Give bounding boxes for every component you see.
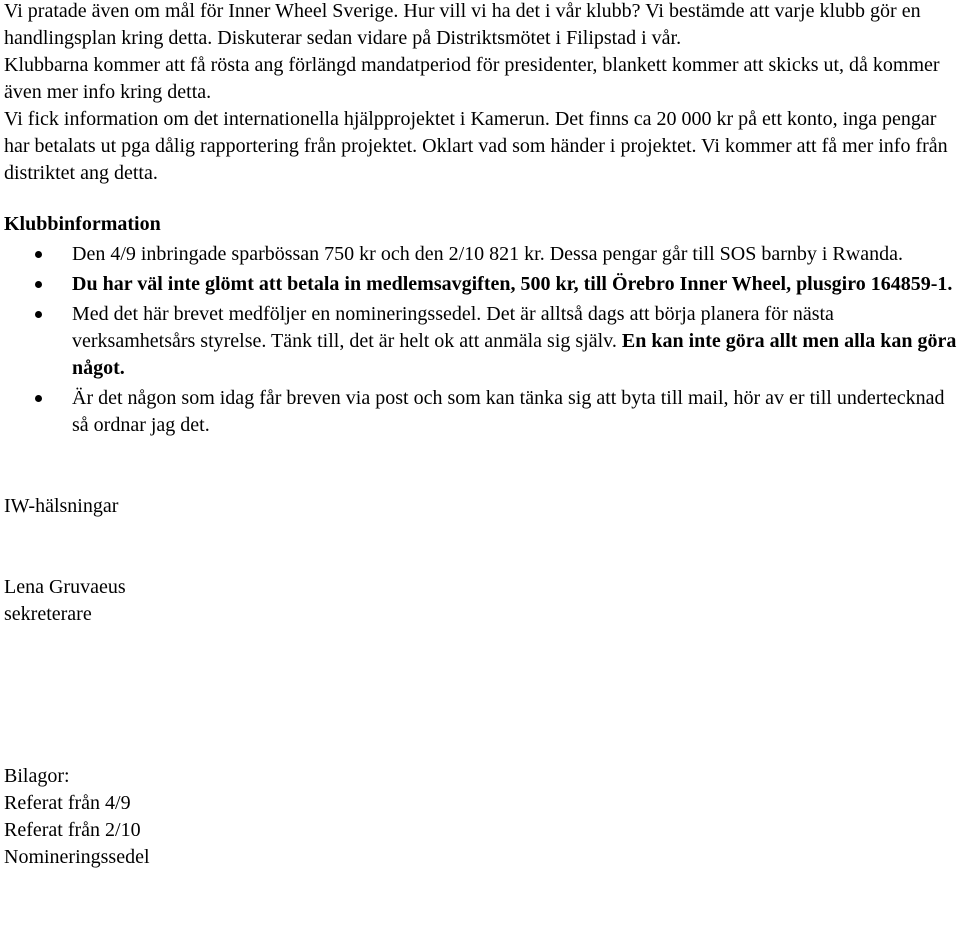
closing-greeting: IW-hälsningar <box>4 495 119 517</box>
attachments-label: Bilagor: <box>4 765 70 787</box>
attachments-block <box>4 763 960 871</box>
list-item <box>4 301 960 382</box>
attachment-item: Referat från 4/9 <box>4 792 131 814</box>
list-item <box>4 271 960 298</box>
bullet-icon <box>35 251 42 258</box>
intro-paragraph-goals: Vi pratade även om mål för Inner Wheel Sverige. Hur vill vi ha det i vår klubb? Vi bestämde att varje klubb gör en handlingsplan kring detta. Diskuterar sedan vidare på Distriktsmötet i Filipstad i vår. <box>4 0 921 49</box>
club-info-heading: Klubbinformation <box>4 213 161 235</box>
intro-paragraph-mandate: Klubbarna kommer att få rösta ang förlängd mandatperiod för presidenter, blankett kommer att skicks ut, då kommer även mer info kring detta. <box>4 54 940 103</box>
signer-title: sekreterare <box>4 603 92 625</box>
attachment-item: Nomineringssedel <box>4 846 150 868</box>
letter-page <box>4 0 960 871</box>
list-item-text-bold: En kan inte göra allt men alla kan göra något. <box>72 330 957 379</box>
list-item <box>4 385 960 439</box>
list-item <box>4 241 960 268</box>
bullet-icon <box>35 395 42 402</box>
list-item-text: Den 4/9 inbringade sparbössan 750 kr och den 2/10 821 kr. Dessa pengar går till SOS barnby i Rwanda. <box>72 243 903 265</box>
club-info-list <box>4 241 960 439</box>
signer-name: Lena Gruvaeus <box>4 576 126 598</box>
intro-paragraph-kamerun: Vi fick information om det internationella hjälpprojektet i Kamerun. Det finns ca 20 000 kr på ett konto, inga pengar har betalats ut pga dålig rapportering från projektet. Oklart vad som händer i projektet. Vi kommer att få mer info från distriktet ang detta. <box>4 108 948 184</box>
bullet-icon <box>35 311 42 318</box>
list-item-text-bold: Du har väl inte glömt att betala in medlemsavgiften, 500 kr, till Örebro Inner Wheel, plusgiro 164859-1. <box>72 273 953 295</box>
list-item-text: Är det någon som idag får breven via post och som kan tänka sig att byta till mail, hör av er till undertecknad så ordnar jag det. <box>72 387 945 436</box>
signature-block <box>4 574 960 628</box>
bullet-icon <box>35 281 42 288</box>
list-item-text: Med det här brevet medföljer en nomineringssedel. Det är alltså dags att börja planera för nästa verksamhetsårs styrelse. Tänk till, det är helt ok att anmäla sig själv. <box>72 303 834 352</box>
attachment-item: Referat från 2/10 <box>4 819 141 841</box>
